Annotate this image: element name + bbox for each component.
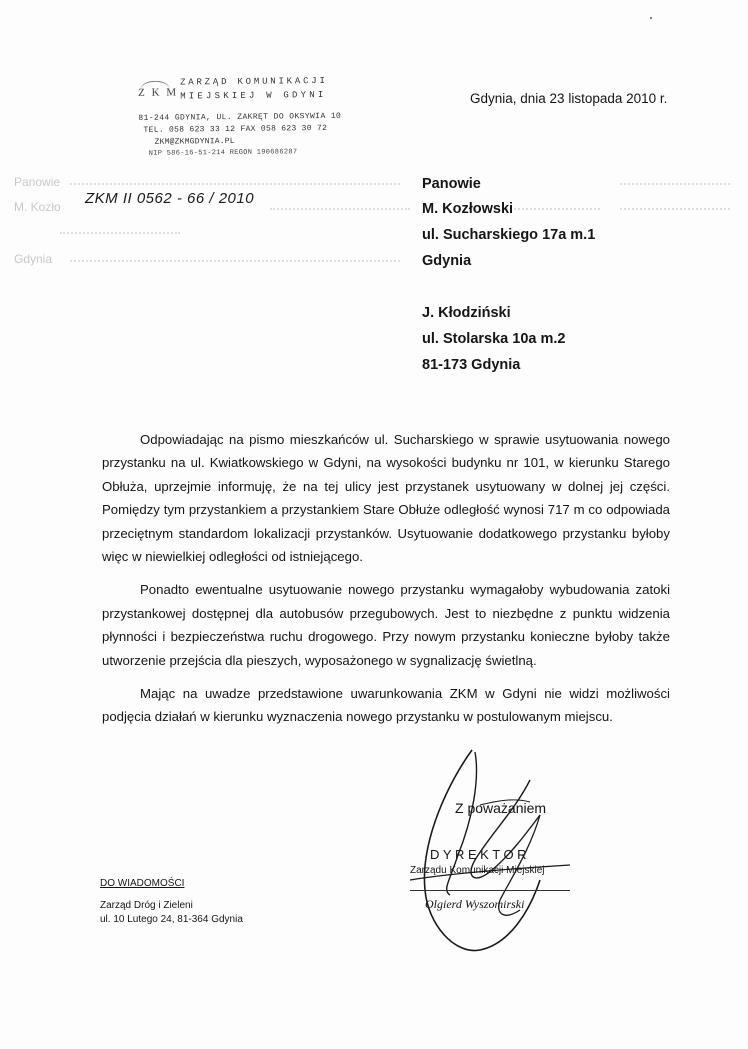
zkm-logo: Z K M [138,86,179,99]
ghost-dash-4 [70,260,400,263]
addressee-street-2: ul. Stolarska 10a m.2 [422,331,566,347]
ghost-text-1: Panowie [14,175,61,189]
signatory-name: Olgierd Wyszomirski [425,897,525,911]
signature-stamp-line [410,890,570,891]
signatory-organization: Zarządu Komunikacji Miejskiej [410,865,545,876]
cc-address: ul. 10 Lutego 24, 81-364 Gdynia [100,914,243,925]
ghost-dash-6 [620,208,730,211]
body-paragraph-3: Mając na uwadze przedstawione uwarunkowania ZKM w Gdyni nie widzi możliwości podjęcia działań w kierunku wyznaczenia nowego przystanku w postulowanym miejscu. [102,686,670,725]
stamp-nip-regon: NIP 586-16-51-214 REGON 190686287 [148,148,298,158]
addressee-name-1: M. Kozłowski [422,201,514,217]
ghost-dash-3 [60,232,180,235]
ghost-text-2: M. Kozło [14,200,61,214]
addressee-street-1: ul. Sucharskiego 17a m.1 [422,227,596,243]
ghost-text-3: Gdynia [14,252,53,266]
ghost-dash-5 [620,183,730,186]
addressee-city-1: Gdynia [422,253,472,269]
stamp-line-1: ZARZĄD KOMUNIKACJI [179,75,328,88]
letterhead-stamp [118,75,342,158]
addressee-salutation: Panowie [422,176,481,192]
letter-date: Gdynia, dnia 23 listopada 2010 r. [470,91,668,106]
cc-heading: DO WIADOMOŚCI [100,878,185,889]
stamp-email: ZKM@ZKMGDYNIA.PL [154,136,235,147]
body-paragraph-1: Odpowiadając na pismo mieszkańców ul. Sucharskiego w sprawie usytuowania nowego przystanku na ul. Kwiatkowskiego w Gdyni, na wysokości budynku nr 101, w kierunku Starego Obłuża, uprzejmie informuję, że na tej ulicy jest przystanek usytuowany w dolnej jej części. Pomiędzy tym przystankiem a przystankiem Stare Obłuże odległość wynosi 717 m co odpowiada przeciętnym standardom lokalizacji przystanków. Usytuowanie dodatkowego przystanku byłoby więc w niewielkiej odległości od istniejącego. [102,432,670,565]
reference-number: ZKM II 0562 - 66 / 2010 [85,190,255,207]
signatory-title: DYREKTOR [430,847,530,862]
ghost-dash-2 [270,208,410,211]
stamp-address: 81-244 GDYNIA, UL. ZAKRĘT DO OKSYWIA 10 [138,111,342,123]
body-paragraph-2: Ponadto ewentualne usytuowanie nowego przystanku wymagałoby wybudowania zatoki przystankowej dostępnej dla autobusów przegubowych. Jest to niezbędne z punktu widzenia płynności i bezpieczeństwa ruchu drogowego. Przy nowym przystanku konieczne byłoby także utworzenie przejścia dla pieszych, wyposażonego w sygnalizację świetlną. [102,582,670,668]
addressee-name-2: J. Kłodziński [422,305,511,321]
ghost-dash-1 [70,183,400,186]
closing-phrase: Z poważaniem [455,800,547,816]
addressee-city-2: 81-173 Gdynia [422,357,521,373]
stamp-line-2: MIEJSKIEJ W GDYNI [180,89,327,102]
stamp-phone: TEL. 058 623 33 12 FAX 058 623 30 72 [143,123,328,135]
letter-body [102,428,670,739]
scan-speck [650,17,652,19]
cc-recipient: Zarząd Dróg i Zieleni [100,900,193,911]
